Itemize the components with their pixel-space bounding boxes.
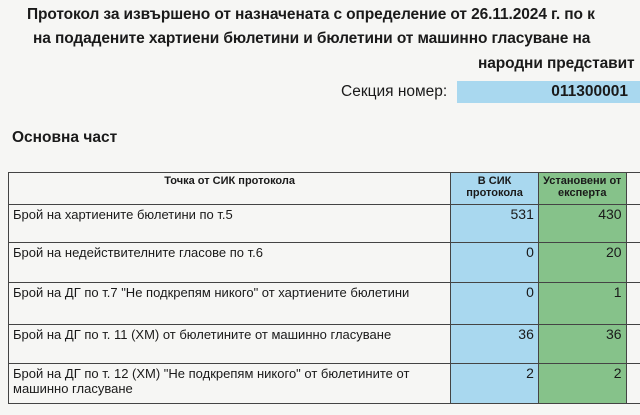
header-item: Точка от СИК протокола xyxy=(9,173,451,205)
table-row xyxy=(9,325,640,364)
protocol-title-line-3: народни представит xyxy=(478,55,635,72)
row-expert-value: 36 xyxy=(538,325,626,364)
row-label: Брой на ДГ по т. 12 (ХМ) "Не подкрепям никого" от бюлетините от машинно гласуване xyxy=(9,364,451,404)
row-sik-value: 0 xyxy=(451,243,539,283)
row-sik-value: 2 xyxy=(451,364,539,404)
header-expert: Установени от експерта xyxy=(538,173,626,205)
row-expert-value: 430 xyxy=(538,205,626,243)
row-sik-value: 531 xyxy=(451,205,539,243)
protocol-title-line-1: Протокол за извършено от назначената с определение от 26.11.2024 г. по к xyxy=(27,6,595,23)
table-row xyxy=(9,243,640,283)
table-row xyxy=(9,283,640,325)
row-expert-value: 1 xyxy=(538,283,626,325)
row-expert-value: 20 xyxy=(538,243,626,283)
main-part-heading: Основна част xyxy=(12,129,118,146)
section-number-value: 011300001 xyxy=(457,81,640,103)
protocol-table xyxy=(8,172,640,404)
table-header-row xyxy=(9,173,640,205)
section-number-label: Секция номер: xyxy=(341,83,448,100)
protocol-title-line-2: на подадените хартиени бюлетини и бюлетини от машинно гласуване на xyxy=(33,30,591,47)
header-edge xyxy=(626,173,640,205)
header-sik: В СИК протокола xyxy=(451,173,539,205)
row-expert-value: 2 xyxy=(538,364,626,404)
row-sik-value: 0 xyxy=(451,283,539,325)
table-row xyxy=(9,364,640,404)
row-label: Брой на недействителните гласове по т.6 xyxy=(9,243,451,283)
row-label: Брой на ДГ по т. 11 (ХМ) от бюлетините от машинно гласуване xyxy=(9,325,451,364)
row-sik-value: 36 xyxy=(451,325,539,364)
row-label: Брой на хартиените бюлетини по т.5 xyxy=(9,205,451,243)
table-row xyxy=(9,205,640,243)
row-label: Брой на ДГ по т.7 "Не подкрепям никого" от хартиените бюлетини xyxy=(9,283,451,325)
